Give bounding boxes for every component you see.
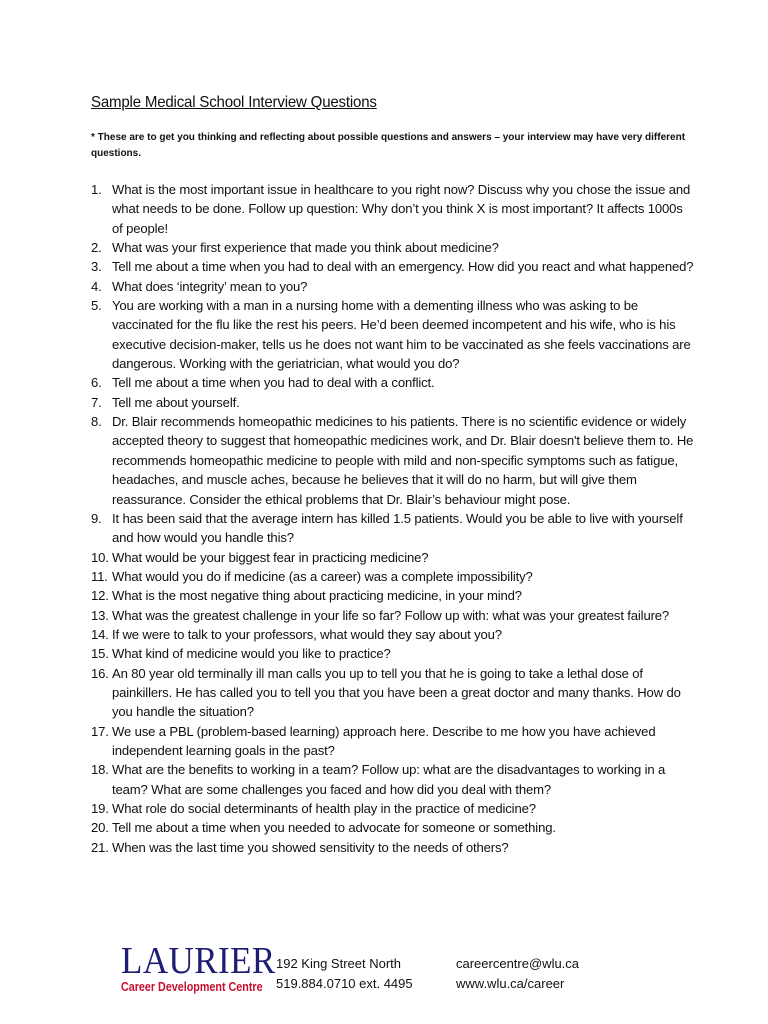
question-text: What is the most negative thing about practicing medicine, in your mind? xyxy=(112,588,522,604)
page-title: Sample Medical School Interview Questions xyxy=(91,94,377,111)
question-item xyxy=(91,412,696,509)
question-item xyxy=(91,799,696,818)
footer-contact-block xyxy=(456,954,579,994)
question-item xyxy=(91,296,696,373)
question-text: Tell me about a time when you had to deal with an emergency. How did you react and what happened? xyxy=(112,259,694,275)
question-text: What was your first experience that made you think about medicine? xyxy=(112,240,499,256)
question-item xyxy=(91,606,696,625)
question-text: We use a PBL (problem-based learning) approach here. Describe to me how you have achieved independent learning goals in the past? xyxy=(112,723,656,758)
question-item xyxy=(91,625,696,644)
question-number: 8. xyxy=(91,414,102,430)
question-number: 19. xyxy=(91,801,109,816)
question-number: 7. xyxy=(91,394,102,410)
question-item xyxy=(91,238,696,257)
question-item xyxy=(91,257,696,276)
question-item xyxy=(91,586,696,605)
question-text: What would be your biggest fear in practicing medicine? xyxy=(112,549,429,565)
question-number: 14. xyxy=(91,626,109,642)
question-text: You are working with a man in a nursing home with a dementing illness who was asking to be vaccinated for the flu like the rest his peers. He’d been deemed incompetent and his wife, who is his executive decision-maker, tells us he does not want him to be vaccinated as she feels vaccinations are dangerous. Working with the geriatrician, what would you do? xyxy=(112,298,691,372)
question-number: 6. xyxy=(91,375,102,391)
question-item xyxy=(91,567,696,586)
question-item xyxy=(91,373,696,392)
question-number: 5. xyxy=(91,298,102,314)
footer-website[interactable]: www.wlu.ca/career xyxy=(456,976,565,991)
question-number: 10. xyxy=(91,549,109,565)
footer-phone: 519.884.0710 ext. 4495 xyxy=(276,976,413,991)
question-item xyxy=(91,722,696,761)
question-number: 16. xyxy=(91,665,109,681)
question-text: What is the most important issue in healthcare to you right now? Discuss why you chose the issue and what needs to be done. Follow up question: Why don’t you think X is most important? It affects 1000s of people! xyxy=(112,182,691,236)
footer xyxy=(0,940,768,1000)
question-number: 18. xyxy=(91,762,109,778)
footer-address-block xyxy=(276,954,413,994)
laurier-logo xyxy=(121,940,276,994)
question-number: 4. xyxy=(91,278,102,294)
question-item xyxy=(91,664,696,722)
question-item xyxy=(91,818,696,837)
question-text: Tell me about a time when you needed to advocate for someone or something. xyxy=(112,820,556,836)
question-number: 2. xyxy=(91,240,102,256)
question-number: 13. xyxy=(91,607,109,623)
logo-subtitle: Career Development Centre xyxy=(121,980,263,994)
question-text: What does ‘integrity’ mean to you? xyxy=(112,278,308,294)
question-item xyxy=(91,277,696,296)
question-text: An 80 year old terminally ill man calls you up to tell you that he is going to take a lethal dose of painkillers. He has called you to tell you that you have been a great doctor and many thanks. How do you handle the situation? xyxy=(112,665,681,720)
question-text: What was the greatest challenge in your life so far? Follow up with: what was your greatest failure? xyxy=(112,607,670,623)
question-number: 20. xyxy=(91,820,109,836)
question-item xyxy=(91,838,696,857)
question-text: What would you do if medicine (as a career) was a complete impossibility? xyxy=(112,568,533,584)
question-number: 15. xyxy=(91,646,109,662)
question-number: 1. xyxy=(91,182,102,197)
question-item xyxy=(91,180,696,238)
footer-address: 192 King Street North xyxy=(276,956,402,971)
question-text: What kind of medicine would you like to practice? xyxy=(112,646,391,662)
question-text: What are the benefits to working in a team? Follow up: what are the disadvantages to working in a team? What are some challenges you faced and how did you deal with them? xyxy=(112,762,666,797)
question-text: What role do social determinants of health play in the practice of medicine? xyxy=(112,801,536,816)
question-text: Dr. Blair recommends homeopathic medicines to his patients. There is no scientific evidence or widely accepted theory to suggest that homeopathic medicines work, and Dr. Blair doesn't believe them to. He recommends homeopathic medicine to people with mild and non-specific symptoms such as fatigue, headaches, and muscle aches, because he believes that it will do no harm, but will give them reassurance. Consider the ethical problems that Dr. Blair’s behaviour might pose. xyxy=(112,414,694,507)
question-item xyxy=(91,760,696,799)
question-item xyxy=(91,548,696,567)
question-number: 21. xyxy=(91,839,109,855)
question-list xyxy=(91,180,696,857)
question-text: If we were to talk to your professors, what would they say about you? xyxy=(112,626,502,642)
question-number: 3. xyxy=(91,259,102,275)
question-number: 12. xyxy=(91,588,109,604)
question-item xyxy=(91,393,696,412)
question-number: 11. xyxy=(91,568,108,584)
question-text: Tell me about a time when you had to deal with a conflict. xyxy=(112,375,435,391)
question-text: It has been said that the average intern has killed 1.5 patients. Would you be able to live with yourself and how would you handle this? xyxy=(112,510,683,546)
footer-email[interactable]: careercentre@wlu.ca xyxy=(456,956,580,971)
question-number: 9. xyxy=(91,510,102,526)
question-number: 17. xyxy=(91,723,109,739)
question-item xyxy=(91,644,696,663)
question-text: When was the last time you showed sensitivity to the needs of others? xyxy=(112,839,509,855)
logo-wordmark: LAURIER xyxy=(121,940,276,982)
question-item xyxy=(91,509,696,548)
intro-note: * These are to get you thinking and reflecting about possible questions and answers – your interview may have very different questions. xyxy=(91,132,686,159)
question-text: Tell me about yourself. xyxy=(112,394,240,410)
